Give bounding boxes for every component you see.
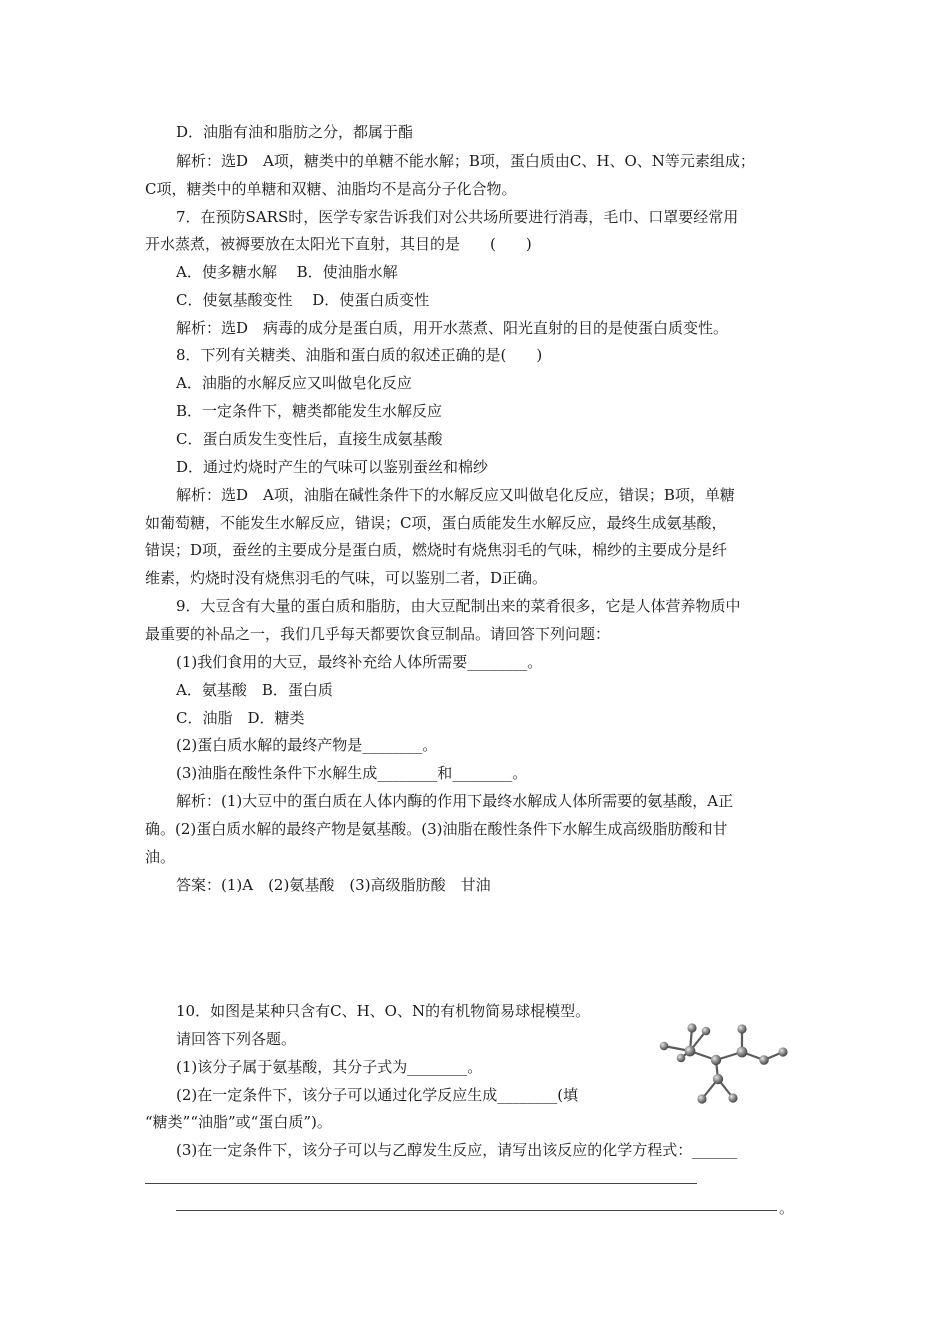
q10-end-mark: 。 — [779, 1199, 795, 1217]
q9-option-row-2: C．油脂 D．糖类 — [176, 709, 305, 727]
atom — [685, 1046, 696, 1057]
atom — [737, 1024, 746, 1033]
answer-blank-line-1[interactable] — [145, 1183, 697, 1184]
q7-option-row-1: A．使多糖水解 B．使油脂水解 — [176, 263, 398, 281]
atom — [778, 1047, 787, 1056]
q6-analysis-line-2: C项，糖类中的单糖和双糖、油脂均不是高分子化合物。 — [145, 180, 517, 198]
atom — [737, 1047, 748, 1058]
q8-option-b: B．一定条件下，糖类都能发生水解反应 — [176, 402, 443, 420]
q9-sub-question-1: (1)我们食用的大豆，最终补充给人体所需要________。 — [176, 653, 543, 671]
q10-sub-question-2-line-1: (2)在一定条件下，该分子可以通过化学反应生成________(填 — [176, 1086, 579, 1104]
q9-stem-line-2: 最重要的补品之一，我们几乎每天都要饮食豆制品。请回答下列问题： — [145, 625, 611, 643]
q8-analysis-line-1: 解析：选D A项，油脂在碱性条件下的水解反应又叫做皂化反应，错误；B项，单糖 — [176, 486, 735, 504]
q9-analysis-line-3: 油。 — [145, 848, 176, 866]
atom — [697, 1094, 706, 1103]
q7-stem-line-1: 7．在预防SARS时，医学专家告诉我们对公共场所要进行消毒，毛巾、口罩要经常用 — [176, 208, 739, 226]
atom — [713, 1074, 723, 1084]
answer-blank-line-2[interactable] — [176, 1210, 777, 1211]
atom — [660, 1042, 669, 1051]
atom — [759, 1055, 769, 1065]
atom — [728, 1093, 737, 1102]
q9-analysis-line-1: 解析：(1)大豆中的蛋白质在人体内酶的作用下最终水解成人体所需要的氨基酸，A正 — [176, 792, 734, 810]
q9-answer: 答案：(1)A (2)氨基酸 (3)高级脂肪酸 甘油 — [176, 876, 491, 894]
q8-analysis-line-2: 如葡萄糖，不能发生水解反应，错误；C项，蛋白质能发生水解反应，最终生成氨基酸， — [145, 514, 727, 532]
q10-sub-question-2-line-2: “糖类”“油脂”或“蛋白质”)。 — [145, 1113, 332, 1131]
q8-analysis-line-3: 错误；D项，蚕丝的主要成分是蛋白质，燃烧时有烧焦羽毛的气味，棉纱的主要成分是纤 — [145, 541, 728, 559]
q8-option-c: C．蛋白质发生变性后，直接生成氨基酸 — [176, 430, 443, 448]
q9-analysis-line-2: 确。(2)蛋白质水解的最终产物是氨基酸。(3)油脂在酸性条件下水解生成高级脂肪酸和甘 — [145, 820, 728, 838]
q8-analysis-line-4: 维素，灼烧时没有烧焦羽毛的气味，可以鉴别二者，D正确。 — [145, 569, 548, 587]
atom — [711, 1055, 721, 1065]
q8-option-a: A．油脂的水解反应又叫做皂化反应 — [176, 374, 412, 392]
q8-stem: 8．下列有关糖类、油脂和蛋白质的叙述正确的是( ) — [176, 346, 543, 364]
q10-stem-line-1: 10．如图是某种只含有C、H、O、N的有机物简易球棍模型。 — [176, 1002, 591, 1020]
atom — [702, 1027, 711, 1036]
atom — [677, 1054, 686, 1063]
q7-option-row-2: C．使氨基酸变性 D．使蛋白质变性 — [176, 291, 430, 309]
q10-sub-question-3: (3)在一定条件下，该分子可以与乙醇发生反应，请写出该反应的化学方程式：______ — [176, 1141, 738, 1159]
q6-option-d: D．油脂有油和脂肪之分，都属于酯 — [176, 123, 414, 141]
q9-stem-line-1: 9．大豆含有大量的蛋白质和脂肪，由大豆配制出来的菜肴很多，它是人体营养物质中 — [176, 597, 741, 615]
q8-option-d: D．通过灼烧时产生的气味可以鉴别蚕丝和棉纱 — [176, 458, 489, 476]
q10-sub-question-1: (1)该分子属于氨基酸，其分子式为________。 — [176, 1058, 483, 1076]
q6-analysis-line-1: 解析：选D A项，糖类中的单糖不能水解；B项，蛋白质由C、H、O、N等元素组成； — [176, 152, 755, 170]
q9-sub-question-3: (3)油脂在酸性条件下水解生成________和________。 — [176, 764, 528, 782]
q9-sub-question-2: (2)蛋白质水解的最终产物是________。 — [176, 736, 438, 754]
atom — [687, 1023, 696, 1032]
q7-analysis: 解析：选D 病毒的成分是蛋白质，用开水蒸煮、阳光直射的目的是使蛋白质变性。 — [176, 319, 729, 337]
q9-option-row-1: A．氨基酸 B．蛋白质 — [176, 681, 333, 699]
q7-stem-line-2: 开水蒸煮，被褥要放在太阳光下直射，其目的是 ( ) — [145, 235, 532, 253]
q10-stem-line-2: 请回答下列各题。 — [176, 1030, 297, 1048]
ball-and-stick-model-icon — [652, 1018, 798, 1110]
